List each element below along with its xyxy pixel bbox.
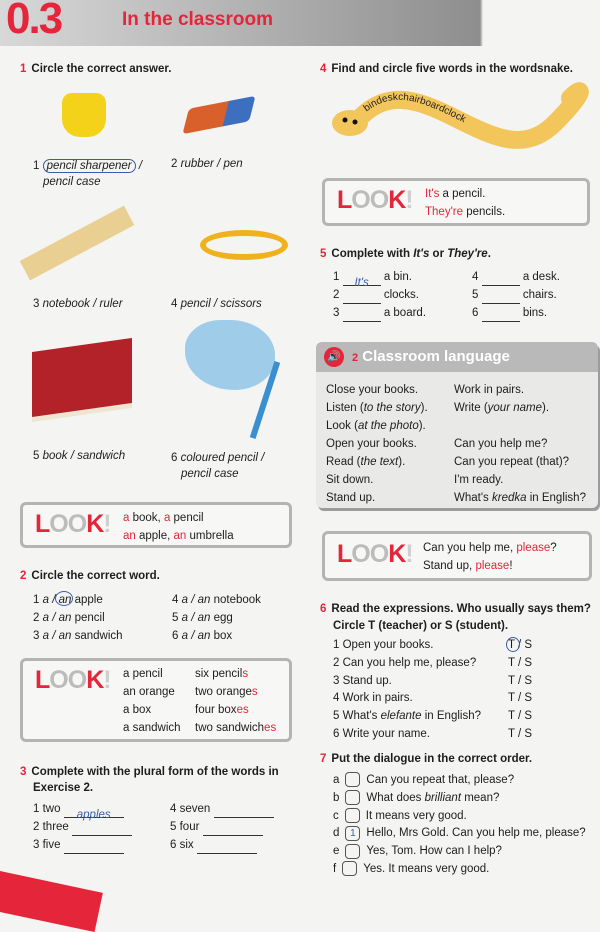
classroom-phrase xyxy=(454,471,586,489)
dialogue-text: Hello, Mrs Gold. Can you help me, please? xyxy=(366,827,586,840)
phrase-text: Look ( xyxy=(326,420,358,432)
ex6-item xyxy=(333,708,553,726)
phrase-text: ). xyxy=(420,402,428,414)
ex6-item xyxy=(333,655,553,673)
snake-head xyxy=(332,110,368,136)
phrase-text: Can you help me? xyxy=(454,438,548,450)
order-number-box[interactable] xyxy=(345,808,360,823)
answer-option[interactable]: pencil case xyxy=(181,468,239,480)
ex3-col-2: 4 seven 5 four 6 six xyxy=(170,800,274,854)
dialogue-text: What does xyxy=(366,791,425,804)
item-number: 3 xyxy=(333,674,340,687)
phrase-text: Read ( xyxy=(326,456,361,468)
answer-blank[interactable] xyxy=(482,274,520,286)
ex6-list xyxy=(333,637,553,744)
phrases-right xyxy=(454,381,586,507)
ex5-col-2: 4 a desk. 5 chairs. 6 bins. xyxy=(472,268,560,322)
classroom-language-box xyxy=(316,342,598,508)
item-number: 2 xyxy=(333,656,340,669)
phrase-text: ). xyxy=(542,402,550,414)
look-text: It's a pencil. They're pencils. xyxy=(425,188,506,218)
corner-decoration xyxy=(0,868,103,932)
coloured-pencil-image xyxy=(185,320,275,390)
separator: / xyxy=(89,298,100,310)
order-number-box[interactable] xyxy=(345,772,360,787)
ex6-heading: 6 Read the expressions. Who usually says them? Circle T (teacher) or S (student). xyxy=(320,603,591,632)
phrase-italic: the text xyxy=(360,456,399,468)
separator: / xyxy=(257,452,265,464)
expression-text: Write your name. xyxy=(342,727,430,740)
expression-text: What's xyxy=(342,710,381,723)
dialogue-line xyxy=(333,772,586,790)
ex2-col-1 xyxy=(33,591,123,645)
phrase-text: Write ( xyxy=(454,402,488,414)
phrase-text: Can you repeat (that)? xyxy=(454,456,570,468)
item-number: 5 xyxy=(33,450,40,462)
dialogue-text: It means very good. xyxy=(365,809,467,822)
item-number: 1 xyxy=(33,160,40,172)
ex4-heading: 4 Find and circle five words in the wordsnake. xyxy=(320,63,573,75)
item-number: 6 xyxy=(171,452,178,464)
dialogue-line xyxy=(333,861,586,879)
classroom-phrase xyxy=(454,435,586,453)
item-number: 1 xyxy=(333,639,340,651)
item-number: 6 xyxy=(333,727,340,740)
line-letter: d xyxy=(333,827,340,840)
ex6-item xyxy=(333,637,553,655)
classroom-phrase xyxy=(454,489,586,507)
ruler-image xyxy=(20,206,135,281)
ex6-item xyxy=(333,726,553,744)
page-title: In the classroom xyxy=(122,9,273,30)
order-number-box[interactable] xyxy=(342,861,357,876)
answer-option[interactable]: book xyxy=(42,450,68,462)
expression-text: Open your books. xyxy=(342,639,434,651)
classroom-phrase xyxy=(326,417,452,435)
expression-text: Stand up. xyxy=(342,674,392,687)
teacher-student-choice[interactable]: T / S xyxy=(508,710,533,723)
phrase-text: Listen ( xyxy=(326,402,364,414)
classroom-phrase xyxy=(454,453,586,471)
phrase-italic: your name xyxy=(487,402,542,414)
separator: / xyxy=(210,298,221,310)
wordsnake-image xyxy=(325,78,595,173)
look-text: Can you help me, please? Stand up, please! xyxy=(423,542,557,572)
dialogue-text: mean? xyxy=(461,791,500,804)
article-options[interactable]: a / an xyxy=(42,630,72,642)
scissors-image xyxy=(200,230,288,260)
phrase-text: Stand up. xyxy=(326,492,376,504)
answer-option[interactable]: pencil xyxy=(180,298,211,310)
answer-blank[interactable] xyxy=(482,310,520,322)
look-box-articles xyxy=(20,502,292,548)
dialogue-text: Yes, Tom. How can I help? xyxy=(366,845,502,858)
phrase-text: Open your books. xyxy=(326,438,417,450)
wordsnake-text: bindeskchairboardclock xyxy=(361,91,468,126)
article-options[interactable]: a / an xyxy=(181,612,211,624)
order-number-box[interactable] xyxy=(345,790,360,805)
ex2-item: 5 a / an egg xyxy=(172,612,233,624)
dialogue-line xyxy=(333,825,586,843)
classroom-phrase xyxy=(326,489,452,507)
answer-blank[interactable]: It's xyxy=(343,274,381,286)
look-logo: LOOK! xyxy=(35,510,111,538)
classroom-phrase xyxy=(454,417,586,435)
ex1-item-5 xyxy=(33,450,125,462)
classroom-language-header xyxy=(316,342,598,372)
item-number: 4 xyxy=(333,692,340,705)
order-number-box[interactable] xyxy=(345,844,360,859)
dialogue-line xyxy=(333,790,586,808)
classroom-phrase xyxy=(326,435,452,453)
ex7-heading: 7 Put the dialogue in the correct order. xyxy=(320,753,533,765)
line-letter: a xyxy=(333,774,340,786)
classroom-phrase xyxy=(326,453,452,471)
item-number: 4 xyxy=(171,298,178,310)
answer-circle-mark xyxy=(506,637,520,652)
classroom-phrase xyxy=(326,381,452,399)
look-box-its-theyre xyxy=(322,178,590,226)
ex5-col-1: 1 It's a bin. 2 clocks. 3 a board. xyxy=(333,268,426,322)
answer-option[interactable]: scissors xyxy=(220,298,262,310)
phrase-text: Work in pairs. xyxy=(454,384,525,396)
answer-option[interactable]: notebook xyxy=(42,298,90,310)
ex-number: 1 xyxy=(20,63,27,75)
answer-option-circled[interactable]: pencil sharpener xyxy=(43,159,136,173)
dialogue-italic: brilliant xyxy=(424,791,462,804)
item-number: 2 xyxy=(171,158,178,170)
ex7-list xyxy=(333,772,586,879)
dialogue-text: Yes. It means very good. xyxy=(363,862,490,875)
dialogue-line xyxy=(333,843,586,861)
look-logo: LOOK! xyxy=(337,540,413,568)
audio-speaker-icon[interactable]: 🔊 xyxy=(324,347,344,367)
classroom-phrase xyxy=(326,471,452,489)
ex2-item: 6 a / an box xyxy=(172,630,233,642)
classroom-phrase xyxy=(326,399,452,417)
ex1-heading xyxy=(20,63,171,75)
line-letter: e xyxy=(333,845,340,858)
phrase-text: Sit down. xyxy=(326,474,374,486)
line-letter: b xyxy=(333,791,340,804)
article-options[interactable]: a / an xyxy=(181,594,211,606)
phrase-text: ). xyxy=(418,420,426,432)
phrases-left xyxy=(326,381,452,507)
ex2-item: 4 a / an notebook xyxy=(172,594,261,606)
ex6-item xyxy=(333,690,553,708)
answer-blank[interactable] xyxy=(482,292,520,304)
teacher-student-choice[interactable]: T / S xyxy=(508,656,533,669)
separator: / xyxy=(213,158,224,170)
unit-number: 0.3 xyxy=(6,0,62,43)
answer-circle-mark xyxy=(55,591,73,606)
track-number: 2 xyxy=(352,352,359,364)
rubber-image xyxy=(182,96,255,134)
phrase-text: ). xyxy=(398,456,406,468)
look-logo: LOOK! xyxy=(35,666,111,694)
unit-header-band xyxy=(0,0,600,46)
ex1-item-2 xyxy=(171,158,243,170)
separator: / xyxy=(67,450,78,462)
ex2-item: 3 a / an sandwich xyxy=(33,630,123,642)
ex1-item-4 xyxy=(171,298,262,310)
classroom-language-title: Classroom language xyxy=(362,348,510,365)
answer-blank[interactable] xyxy=(64,842,124,854)
ex2-col-2 xyxy=(172,591,261,645)
ex1-item-1 xyxy=(33,158,168,190)
look-logo: LOOK! xyxy=(337,186,413,214)
teacher-student-choice[interactable]: T / S xyxy=(508,639,533,651)
phrase-italic: at the photo xyxy=(357,420,419,432)
ex3-col-1: 1 two apples 2 three 3 five xyxy=(33,800,132,854)
answer-blank[interactable] xyxy=(197,842,257,854)
expression-text: Work in pairs. xyxy=(342,692,413,705)
answer-option[interactable]: pen xyxy=(223,158,243,170)
answer-option[interactable]: coloured pencil xyxy=(180,452,258,464)
look-text: a book, a pencil an apple, an umbrella xyxy=(123,512,234,542)
phrase-text: I'm ready. xyxy=(454,474,504,486)
answer-blank[interactable] xyxy=(343,292,381,304)
ex5-heading: 5 Complete with It's or They're. xyxy=(320,248,491,260)
look-box-please xyxy=(322,531,592,581)
answer-blank[interactable] xyxy=(72,824,132,836)
phrase-italic: to the story xyxy=(363,402,421,414)
article-options-circled-an[interactable]: a / an xyxy=(42,594,72,606)
ex2-item: 2 a / an pencil xyxy=(33,612,105,624)
ex3-heading: 3 Complete with the plural form of the words in Exercise 2. xyxy=(20,766,279,794)
order-number-box[interactable]: 1 xyxy=(345,826,360,841)
book-image xyxy=(32,338,132,417)
teacher-student-choice[interactable]: T / S xyxy=(508,692,533,705)
answer-blank[interactable] xyxy=(214,806,274,818)
look-singulars: a pencil an orange a box a sandwich xyxy=(123,668,181,734)
pencil-sharpener-image xyxy=(62,93,106,137)
teacher-student-choice[interactable]: T / S xyxy=(508,727,533,740)
answer-blank[interactable]: apples xyxy=(64,806,124,818)
line-letter: c xyxy=(333,809,339,822)
answer-option[interactable]: pencil case xyxy=(43,176,101,188)
teacher-student-choice[interactable]: T / S xyxy=(508,674,533,687)
answer-blank[interactable] xyxy=(203,824,263,836)
look-plurals: six pencils two oranges four boxes two sandwiches xyxy=(195,668,277,734)
dialogue-line xyxy=(333,808,586,826)
classroom-phrase xyxy=(454,399,586,417)
ex2-heading: 2 Circle the correct word. xyxy=(20,570,160,582)
answer-option[interactable]: rubber xyxy=(180,158,214,170)
classroom-phrase xyxy=(454,381,586,399)
look-box-plurals xyxy=(20,658,292,742)
expression-text: in English? xyxy=(421,710,481,723)
line-letter: f xyxy=(333,862,337,875)
ex6-item xyxy=(333,673,553,691)
ex-heading-text: Circle the correct answer. xyxy=(31,63,172,75)
phrase-text: in English? xyxy=(526,492,586,504)
ex2-item: 1 a / an apple xyxy=(33,594,103,606)
item-number: 3 xyxy=(33,298,40,310)
ex1-item-6 xyxy=(171,450,264,482)
dialogue-text: Can you repeat that, please? xyxy=(366,774,515,786)
expression-text: Can you help me, please? xyxy=(342,656,477,669)
phrase-italic: kredka xyxy=(491,492,527,504)
answer-option[interactable]: ruler xyxy=(99,298,123,310)
answer-option[interactable]: sandwich xyxy=(77,450,126,462)
answer-blank[interactable] xyxy=(343,310,381,322)
phrase-text: What's xyxy=(454,492,492,504)
item-number: 5 xyxy=(333,710,340,723)
ex1-item-3 xyxy=(33,298,123,310)
separator: / xyxy=(135,160,143,172)
phrase-text: Close your books. xyxy=(326,384,419,396)
article-options[interactable]: a / an xyxy=(181,630,211,642)
expression-italic: elefante xyxy=(380,710,422,723)
article-options[interactable]: a / an xyxy=(42,612,72,624)
